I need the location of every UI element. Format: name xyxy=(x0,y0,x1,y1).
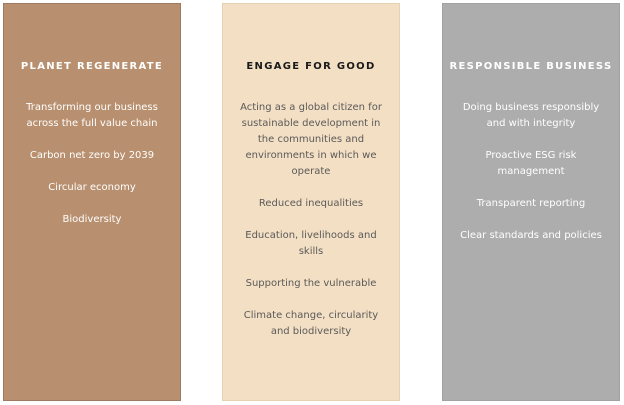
pillar-item: Proactive ESG risk management xyxy=(485,150,577,177)
pillar-item: Carbon net zero by 2039 xyxy=(29,150,155,161)
pillar-item: Biodiversity xyxy=(62,214,122,225)
pillar-item: Transparent reporting xyxy=(476,198,586,209)
pillar-item-list xyxy=(14,100,170,244)
pillar-item: Climate change, circularity and biodiversity xyxy=(243,310,379,337)
pillar-item-list xyxy=(233,100,389,356)
pillar-title: PLANET REGENERATE xyxy=(20,61,164,72)
pillar-item: Clear standards and policies xyxy=(460,230,602,241)
pillar-item: Supporting the vulnerable xyxy=(245,278,377,289)
pillar-item: Education, livelihoods and skills xyxy=(245,230,377,257)
pillar-item: Transforming our business across the full value chain xyxy=(26,102,158,129)
pillar-column-responsible-business xyxy=(442,3,620,401)
pillar-item: Doing business responsibly and with integrity xyxy=(462,102,600,129)
pillar-column-engage-for-good xyxy=(222,3,400,401)
pillar-title: RESPONSIBLE BUSINESS xyxy=(449,61,613,72)
pillar-item: Acting as a global citizen for sustainable development in the communities and environments in which we operate xyxy=(240,102,382,177)
pillar-item: Circular economy xyxy=(48,182,136,193)
pillar-title: ENGAGE FOR GOOD xyxy=(246,61,376,72)
pillar-column-planet-regenerate xyxy=(3,3,181,401)
pillar-item-list xyxy=(453,100,609,260)
pillar-item: Reduced inequalities xyxy=(258,198,364,209)
